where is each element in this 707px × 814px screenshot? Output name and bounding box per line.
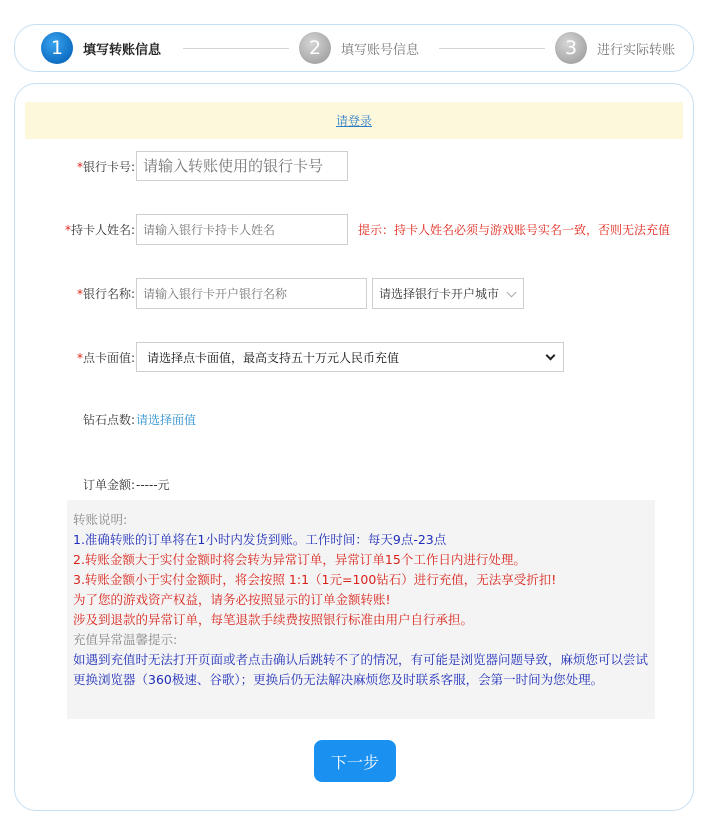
notes-line-4: 为了您的游戏资产权益，请务必按照显示的订单金额转账! (73, 592, 391, 607)
notes-line-2: 2.转账金额大于实付金额时将会转为异常订单，异常订单15个工作日内进行处理。 (73, 552, 526, 567)
bank-name-input[interactable] (136, 278, 367, 309)
order-amount-row (55, 476, 170, 493)
order-amount-value: -----元 (136, 478, 170, 492)
card-value-row (55, 342, 564, 372)
card-number-label: *银行卡号: (76, 159, 135, 174)
bank-city-selected: 请选择银行卡开户城市 (379, 287, 500, 301)
card-value-label: *点卡面值: (76, 350, 135, 365)
card-number-input[interactable] (136, 151, 348, 181)
order-amount-label: 订单金额: (82, 478, 135, 492)
step-2-number: 2 (299, 32, 331, 64)
bank-name-row (55, 278, 524, 309)
step-2-label: 填写账号信息 (341, 42, 420, 58)
chevron-down-icon (546, 351, 556, 361)
card-value-select[interactable] (136, 342, 564, 372)
card-number-row (55, 151, 348, 181)
login-link[interactable]: 请登录 (335, 114, 372, 128)
step-3 (555, 32, 675, 64)
step-1-number: 1 (41, 32, 73, 64)
step-divider (183, 48, 289, 49)
warm-tips-text: 如遇到充值时无法打开页面或者点击确认后跳转不了的情况，有可能是浏览器问题导致，麻烦您可以尝试更换浏览器（360极速、谷歌）；更换后仍无法解决麻烦您及时联系客服，会第一时间为您处理。 (73, 652, 649, 687)
diamond-points-label: 钻石点数: (82, 413, 135, 427)
card-value-selected: 请选择点卡面值，最高支持五十万元人民币充值 (147, 350, 400, 365)
diamond-points-value[interactable]: 请选择面值 (136, 413, 197, 427)
progress-steps (14, 24, 694, 72)
notes-title: 转账说明: (73, 512, 128, 527)
next-step-button[interactable]: 下一步 (314, 740, 396, 782)
notes-line-1: 1.准确转账的订单将在1小时内发货到账。工作时间：每天9点-23点 (73, 532, 447, 547)
holder-name-row (55, 214, 670, 245)
step-divider (439, 48, 545, 49)
chevron-down-icon (507, 288, 517, 298)
step-1 (41, 32, 161, 64)
step-1-label: 填写转账信息 (83, 42, 162, 58)
diamond-points-row (55, 411, 196, 428)
holder-name-label: *持卡人姓名: (64, 223, 135, 237)
transfer-form-panel (14, 83, 694, 811)
login-notice (25, 102, 683, 139)
holder-name-hint: 提示：持卡人姓名必须与游戏账号实名一致，否则无法充值 (358, 223, 671, 237)
step-3-label: 进行实际转账 (597, 42, 676, 58)
notes-line-5: 涉及到退款的异常订单，每笔退款手续费按照银行标准由用户自行承担。 (73, 612, 474, 627)
bank-city-select[interactable] (372, 278, 524, 309)
transfer-notes (67, 500, 655, 719)
notes-line-3: 3.转账金额小于实付金额时，将会按照 1:1（1元=100钻石）进行充值，无法享受折扣! (73, 572, 557, 587)
bank-name-label: *银行名称: (76, 287, 135, 301)
step-2 (299, 32, 419, 64)
step-3-number: 3 (555, 32, 587, 64)
holder-name-input[interactable] (136, 214, 348, 245)
warm-tips-title: 充值异常温馨提示: (73, 632, 178, 647)
